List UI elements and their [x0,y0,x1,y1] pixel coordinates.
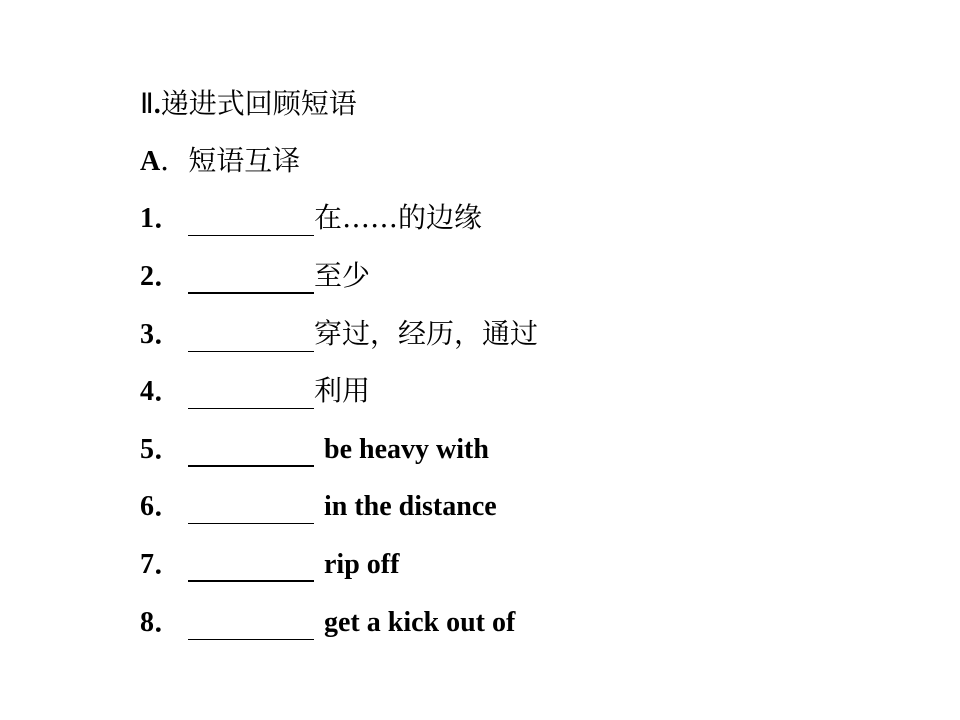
item-prompt: 穿过，经历，通过 [314,317,539,350]
exercise-item-2 [140,256,370,296]
item-number: 5． [140,434,183,465]
exercise-item-1 [140,198,482,238]
item-prompt: 至少 [314,259,371,292]
subsection-title-text: 短语互译 [188,144,301,177]
section-heading [140,84,357,124]
exercise-item-7 [140,544,399,584]
exercise-item-6 [140,486,497,526]
item-prompt: 在……的边缘 [314,201,483,234]
answer-blank[interactable] [188,440,314,470]
item-prompt: rip off [324,549,400,580]
answer-blank[interactable] [188,267,314,297]
item-prompt: be heavy with [324,434,489,465]
answer-blank[interactable] [188,382,314,412]
item-number: 4． [140,376,183,407]
answer-blank[interactable] [188,209,314,239]
item-number: 6． [140,491,183,522]
answer-blank[interactable] [188,325,314,355]
section-numeral: Ⅱ [140,89,154,120]
item-number: 7． [140,549,183,580]
item-number: 3． [140,319,183,350]
item-prompt: in the distance [324,491,497,522]
item-prompt: 利用 [314,374,371,407]
exercise-item-5 [140,429,489,469]
subsection-letter: A [140,146,161,177]
subsection-separator: ． [160,144,189,177]
section-separator: . [153,89,161,120]
item-number: 8． [140,607,183,638]
section-title-text: 递进式回顾短语 [160,87,357,120]
item-number: 1． [140,203,183,234]
answer-blank[interactable] [188,497,314,527]
item-number: 2． [140,261,183,292]
answer-blank[interactable] [188,555,314,585]
subsection-heading [140,141,300,181]
exercise-item-4 [140,371,370,411]
exercise-item-3 [140,314,538,354]
exercise-item-8 [140,602,515,642]
answer-blank[interactable] [188,613,314,643]
item-prompt: get a kick out of [324,607,516,638]
